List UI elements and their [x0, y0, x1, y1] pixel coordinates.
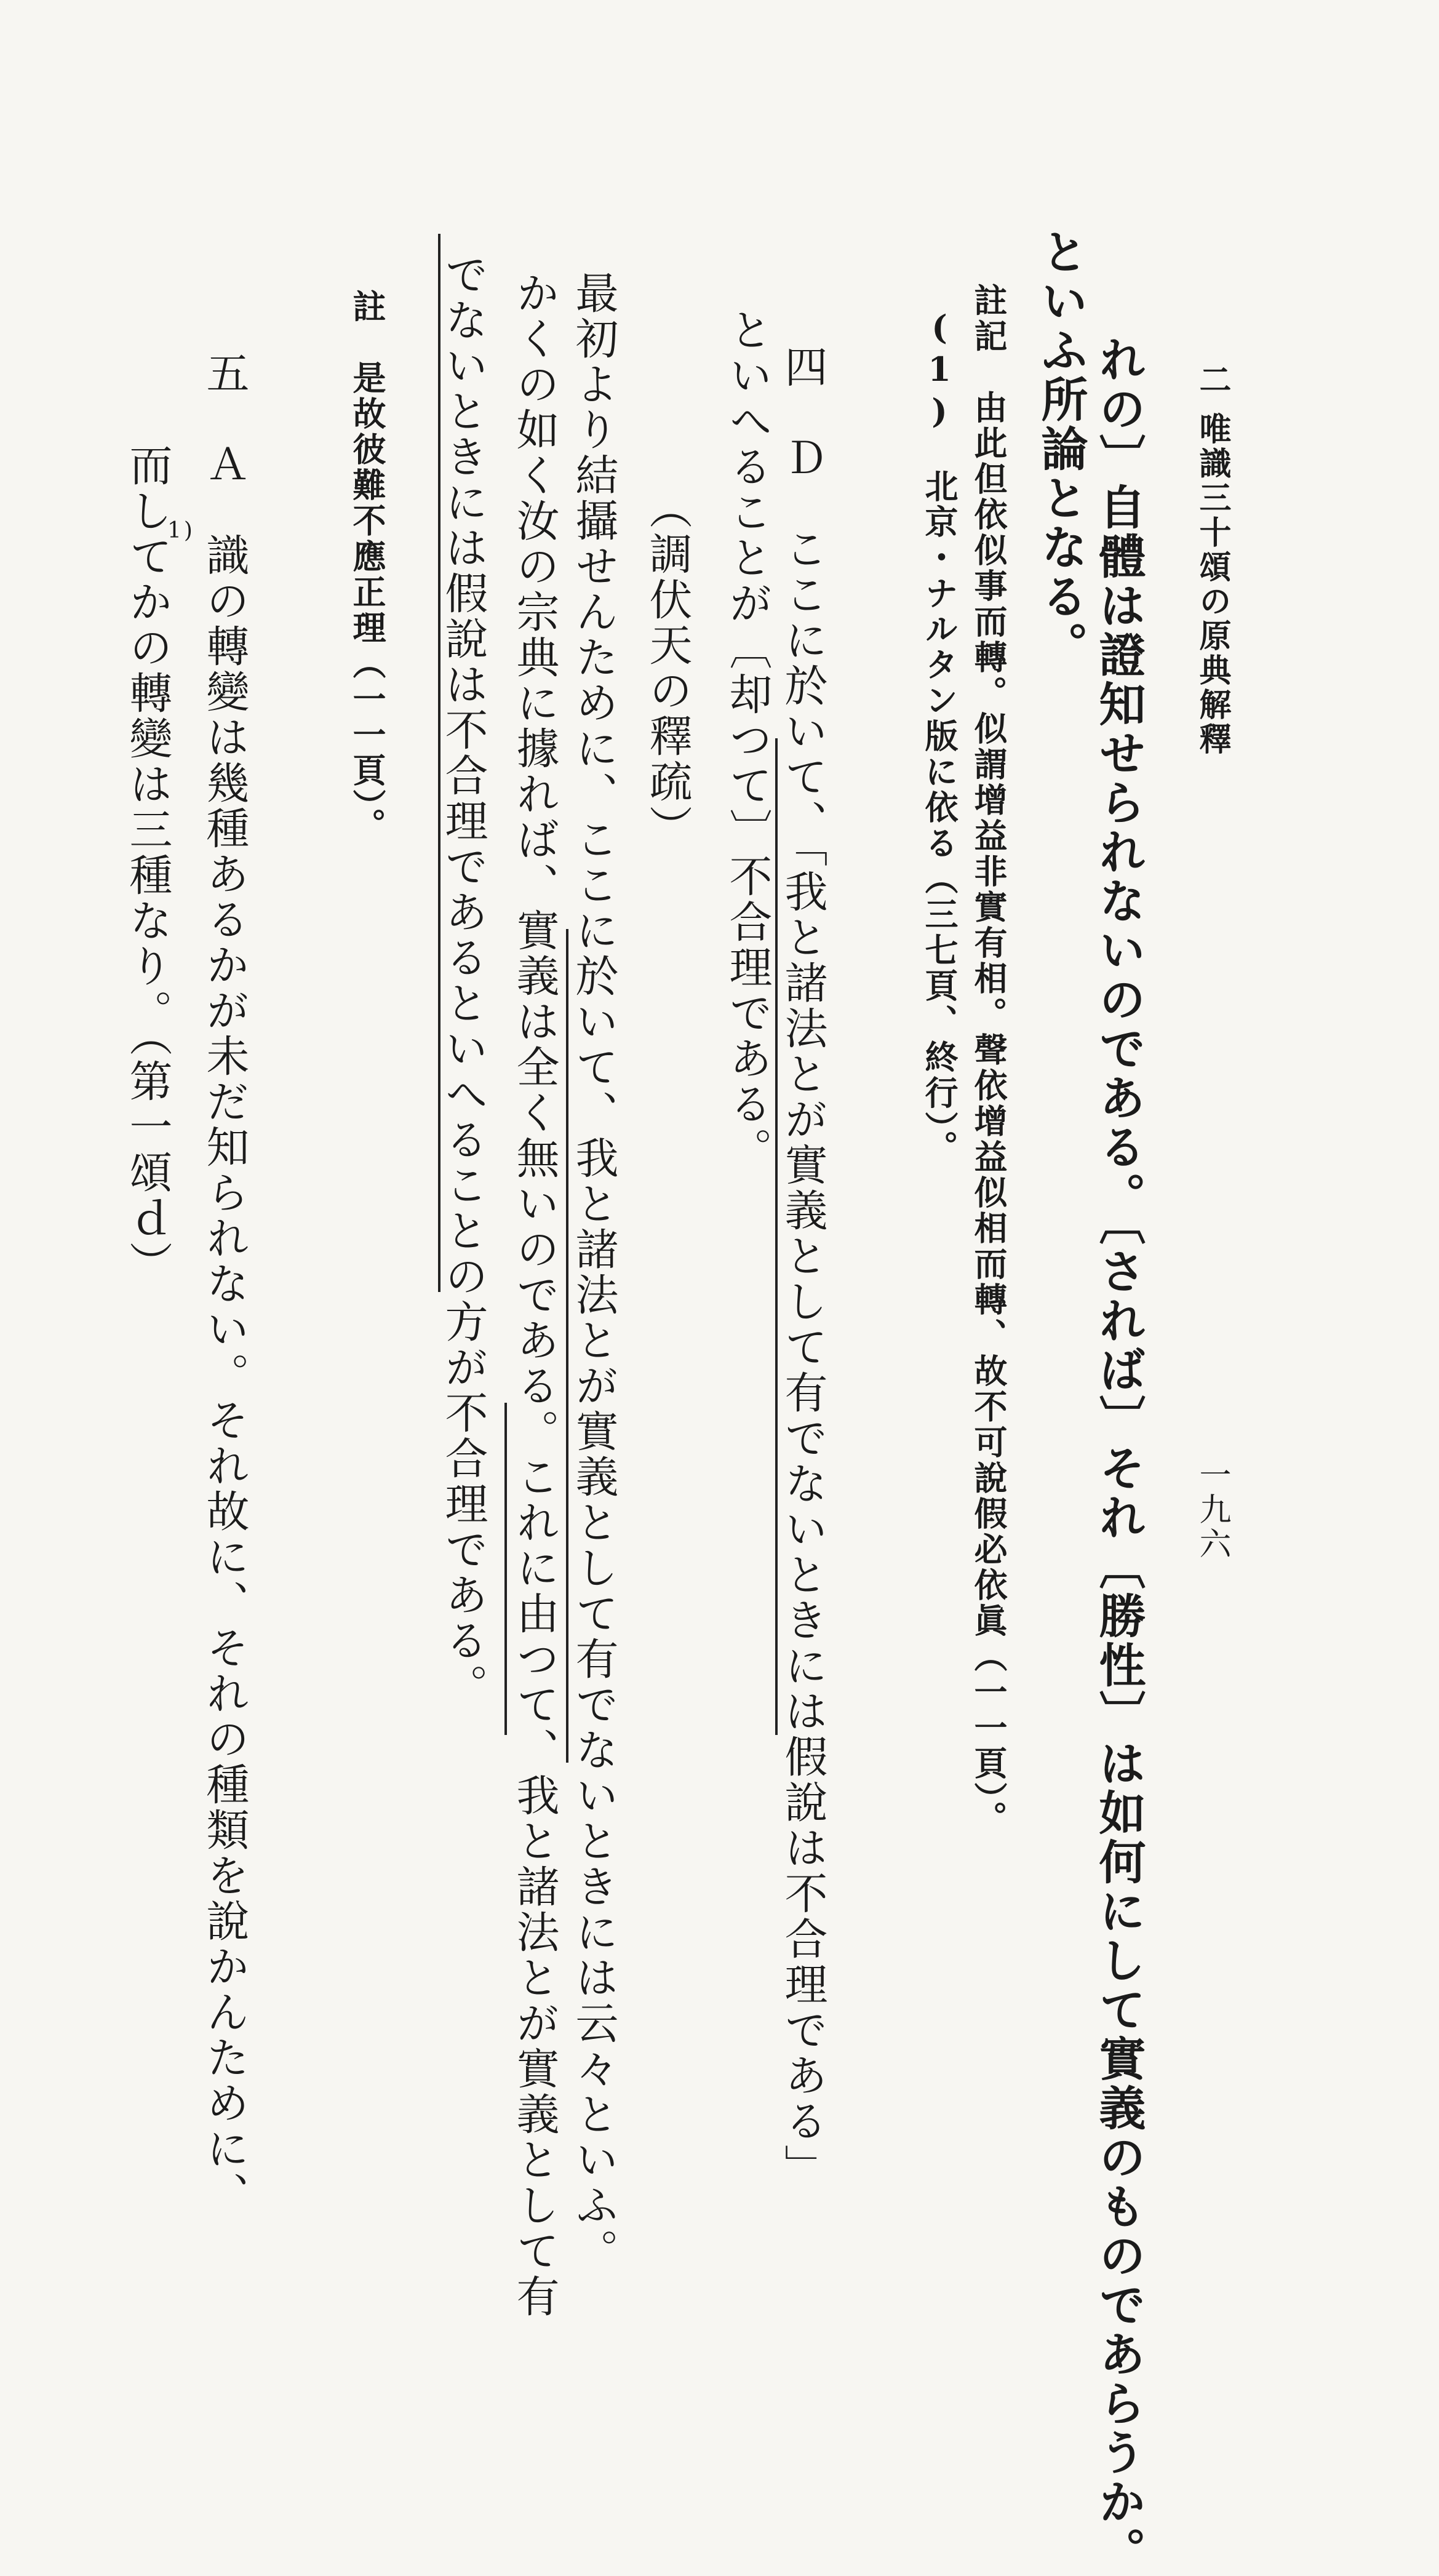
running-title: 唯識三十頌の原典解釋: [1194, 412, 1231, 757]
footnote-1: (1) 北京・ナルタン版に依る（三七頁、終行）。: [920, 308, 959, 1166]
commentary-note-2: 註 是故彼難不應正理（一一頁）。: [348, 289, 387, 843]
commentary-line-3: でないときには假說は不合理であるといへることの方が不合理である。: [438, 252, 488, 1709]
commentary-note: 註記 由此但依似事而轉。似謂增益非實有相。聲依增益似相而轉、故不可說假必依眞（一一頁）。: [969, 283, 1008, 1836]
section-4d-line-1: 四 Ｄ ここに於いて、「我と諸法とが實義として有でないときには假說は不合理である」: [778, 345, 828, 2190]
section-5a-line-2: 而してかの轉變は三種なり。（第一頌ｄ）: [122, 443, 173, 1286]
text-column-2: といふ所論となる。: [1034, 228, 1088, 671]
section-4d-line-2: といへることが〔却つて〕不合理である。: [722, 308, 773, 1173]
text-column-1: れの〕自體は證知せられないのである。〔されば〕それ〔勝性〕は如何にして實義のものであらうか。: [1091, 335, 1146, 2576]
vinitadeva-commentary-heading: （調伏天の釋疏）: [642, 486, 693, 850]
page-number: 一九六: [1194, 1458, 1230, 1561]
commentary-line-1: 最初より結攝せんために、ここに於いて、我と諸法とが實義として有でないときには云々といふ。: [568, 271, 619, 2274]
chapter-number: 二: [1194, 363, 1231, 397]
footnote-marker: 1): [167, 518, 195, 543]
section-5a-line-1: 五 Ａ 識の轉變は幾種あるかが未だ知られない。それ故に、それの種類を說かんために、: [199, 351, 250, 2217]
commentary-line-2: かくの如く汝の宗典に據れば、實義は全く無いのである。これに由つて、我と諸法とが實義として有: [509, 271, 560, 2319]
